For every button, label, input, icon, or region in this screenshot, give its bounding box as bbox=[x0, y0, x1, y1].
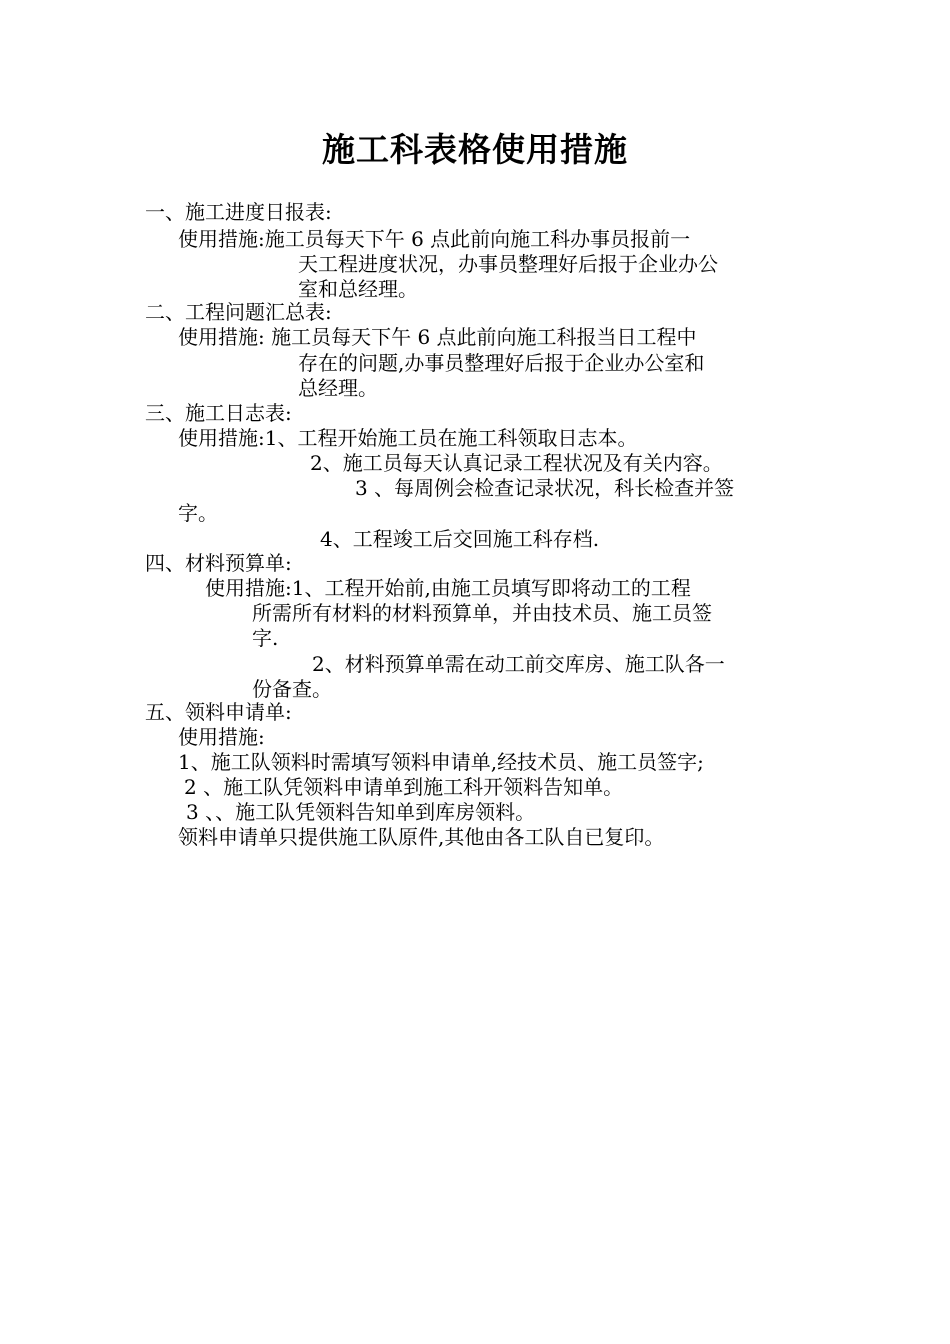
section-text-line: 使用措施:1、工程开始施工员在施工科领取日志本。 bbox=[178, 426, 638, 450]
section-text-line: 1、施工队领料时需填写领料申请单,经技术员、施工员签字; bbox=[178, 750, 704, 774]
section-text-line: 3 、每周例会检查记录状况，科长检查并签 bbox=[355, 476, 735, 500]
section-text-line: 领料申请单只提供施工队原件,其他由各工队自已复印。 bbox=[178, 825, 665, 849]
section-text-line: 使用措施: 施工员每天下午 6 点此前向施工科报当日工程中 bbox=[178, 325, 697, 349]
section-heading: 二、工程问题汇总表: bbox=[145, 300, 332, 324]
section-text-line: 使用措施:1、工程开始前,由施工员填写即将动工的工程 bbox=[205, 576, 691, 600]
section-text-line: 天工程进度状况，办事员整理好后报于企业办公 bbox=[298, 252, 718, 276]
section-text-line: 3 、、施工队凭领料告知单到库房领料。 bbox=[186, 800, 536, 824]
section-text-line: 字. bbox=[252, 626, 279, 650]
section-text-line: 使用措施: bbox=[178, 725, 265, 749]
section-text-line: 2 、施工队凭领料申请单到施工科开领料告知单。 bbox=[184, 775, 624, 799]
section-text-line: 4、工程竣工后交回施工科存档. bbox=[320, 527, 600, 551]
section-text-line: 所需所有材料的材料预算单，并由技术员、施工员签 bbox=[252, 601, 712, 625]
section-text-line: 室和总经理。 bbox=[298, 277, 418, 301]
section-heading: 一、施工进度日报表: bbox=[145, 200, 332, 224]
section-heading: 三、施工日志表: bbox=[145, 401, 292, 425]
section-text-line: 2、施工员每天认真记录工程状况及有关内容。 bbox=[310, 451, 723, 475]
section-heading: 四、材料预算单: bbox=[145, 551, 292, 575]
section-heading: 五、领料申请单: bbox=[145, 700, 292, 724]
section-text-line: 字。 bbox=[178, 501, 218, 525]
document-title: 施工科表格使用措施 bbox=[322, 130, 628, 169]
section-text-line: 存在的问题,办事员整理好后报于企业办公室和 bbox=[298, 351, 705, 375]
section-text-line: 2、材料预算单需在动工前交库房、施工队各一 bbox=[312, 652, 725, 676]
section-text-line: 使用措施:施工员每天下午 6 点此前向施工科办事员报前一 bbox=[178, 227, 691, 251]
section-text-line: 总经理。 bbox=[298, 376, 378, 400]
section-text-line: 份备查。 bbox=[252, 677, 332, 701]
